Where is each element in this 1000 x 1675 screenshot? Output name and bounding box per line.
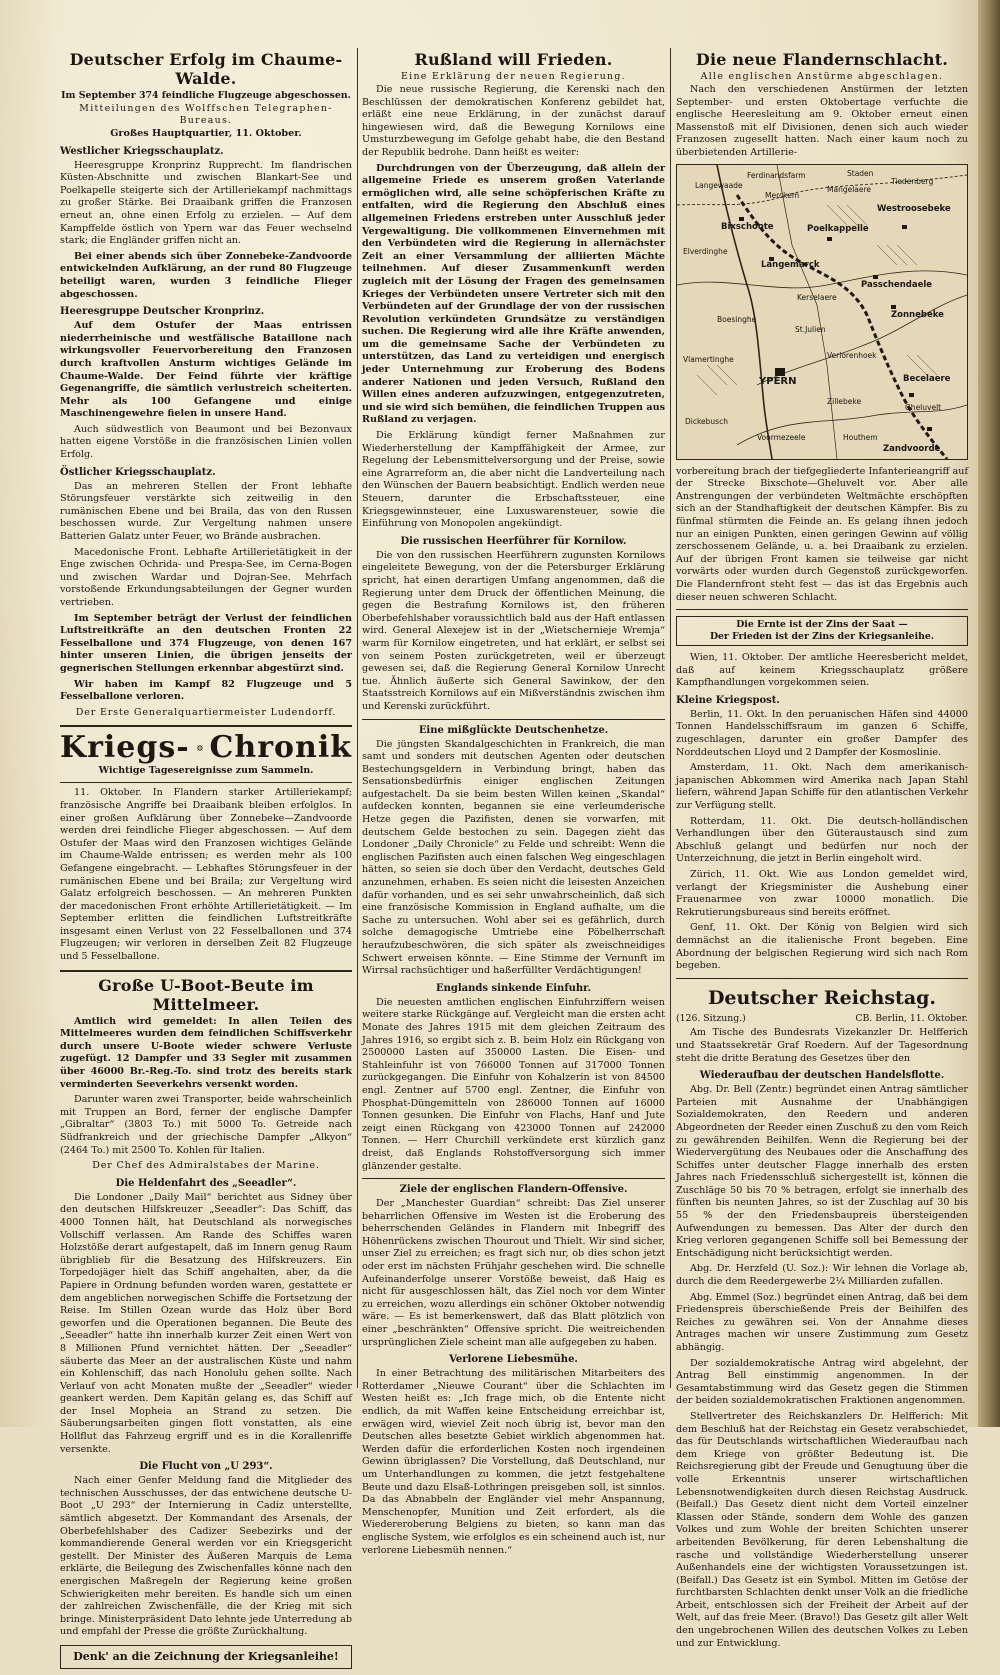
map-label: Gheluvelt xyxy=(905,402,942,412)
map-label: Tiedenberg xyxy=(891,176,934,186)
article-paragraph: Durchdrungen von der Überzeugung, daß allein der allgemeine Friede es unserem großen Vaterlande ermöglichen wird, alle seine schöpferischen Kräfte zu entfalten, wird die Regierung den Abschluß eines allgemeinen Friedens erstreben unter Ausschluß jeder Vergewaltigung. Die vollkommenen Einvernehmen mit den Verbündeten wird die Regierung in allernächster Zeit an einer Versammlung der alliierten Mächte teilnehmen. Auf dieser Zusammenkunft werden zugleich mit der Lösung der Fragen des gemeinsamen Krieges der Verbündeten unsere Vertreter sich mit den Verbündeten auf der Grundlage der von der russischen Revolution verkündeten Grundsätze zu verständigen suchen. Die Regierung wird alle ihre Kräfte anwenden, um die gemeinsame Sache der Verbündeten zu unterstützen, das Land zu verteidigen und energisch jeder Unternehmung zur Eroberung des Bodens anderer Nationen und jeden Versuch, Rußland den Willen eines anderen aufzuzwingen, entgegenzutreten, und sie wird sich bemühen, die feindlichen Truppen aus Rußland zu verjagen. xyxy=(362,162,665,426)
headline-uboot: Große U-Boot-Beute im Mittelmeer. xyxy=(98,975,314,1014)
signature: Der Chef des Admiralstabes der Marine. xyxy=(92,1160,320,1172)
article-paragraph: Der „Manchester Guardian“ schreibt: Das Ziel unserer beharrlichen Offensive im Westen ist die Eroberung des beherrschenden Geländes in Flandern mit Inbegriff des Höhenrückens zwischen Thourout und Thielt. Wir sind sicher, unser Ziel zu erreichen; es fragt sich nur, ob dies schon jetzt oder erst im nächsten Frühjahr geschehen wird. Die schnelle Aufeinanderfolge unserer Vorstöße beweist, daß Haig es nicht für ausgeschlossen hält, das Ziel noch vor dem Winter zu erreichen, wozu allerdings ein schöner Oktober notwendig wäre. — Es ist bemerkenswert, daß das Blatt plötzlich von einer „beschränkten“ Offensive spricht. Die weitreichenden ursprünglichen Ziele scheint man alle aufgegeben zu haben. xyxy=(362,1198,665,1348)
map-label: Verlorenhoek xyxy=(827,350,877,360)
column-rule xyxy=(670,48,671,1388)
column-left xyxy=(60,50,352,1675)
section-heading: Die russischen Heerführer für Kornilow. xyxy=(400,535,627,547)
article-paragraph: Die Londoner „Daily Mail“ berichtet aus Sidney über den deutschen Hilfskreuzer „Seeadler“: Das Schiff, das 4000 Tonnen hält, hat Deutschland als norwegisches Vollschiff verlassen. Am Rande des Schiffes waren Holzstöße derart aufgestapelt, daß im Innern genug Raum übrigblieb für die Besatzung des Hilfskreuzers. Ein Torpedojäger hielt das Schiff angehalten, aber, da die Papiere in Ordnung befunden worden waren, gestattete er dem angeblichen norwegischen Schiffe die Fortsetzung der Reise. Im Stillen Ozean wurde das Holz über Bord geworfen und die Operationen begannen. Die Beute des „Seeadler“ hatte ihn innerhalb kurzer Zeit einen Wert von 8 Millionen Pfund vernichtet hätten. Der „Seeadler“ säuberte das Meer an der australischen Küste und nahm ein Kohlenschiff, das nach Honolulu gehen sollte. Nach Verlauf von acht Monaten mußte der „Seeadler“ wieder geankert werden. Dem Kapitän gelang es, das Schiff auf der Insel Mopheia an Strand zu setzen. Die Säuberungsarbeiten gingen flott vonstatten, als eine Hollflut das Fahrzeug ergriff und es in die Korallenriffe versenkte. xyxy=(60,1191,352,1455)
map-label: Zonnebeke xyxy=(891,309,944,320)
map-label: Merckem xyxy=(765,190,800,200)
section-heading: Kleine Kriegspost. xyxy=(676,694,780,706)
map-label: Mangelaere xyxy=(827,184,872,194)
map-label: Voormezeele xyxy=(757,432,806,442)
article-paragraph: Amtlich wird gemeldet: In allen Teilen des Mittelmeeres wurden dem feindlichen Schiffsverkehr durch unsere U-Boote wieder schwere Verluste zugefügt. 12 Dampfer und 33 Segler mit zusammen über 46000 Br.-Reg.-To. sind trotz des bereits stark verminderten Seeverkehrs versenkt worden. xyxy=(60,1015,352,1090)
article-paragraph: Die neue russische Regierung, die Kerenski nach den Beschlüssen der demokratischen Konferenz gebildet hat, erläßt eine neue Erklärung, in der zunächst darauf hingewiesen wird, daß die Bewegung Kornilows eine Umsturzbewegung im Gefolge gehabt habe, die den Bestand der Republik bedrohe. Dann heißt es weiter: xyxy=(362,84,665,158)
map-label: Zillebeke xyxy=(827,396,862,406)
chronik-text: 11. Oktober. In Flandern starker Artilleriekampf; französische Angriffe bei Draaibank bleiben erfolglos. In einer großen Aufklärung über Zonnebeke—Zandvoorde werden drei feindliche Flieger abgeschossen. — Auf dem Ostufer der Maas wird den Franzosen wichtiges Gelände im Chaume-Walde entrissen; es werden mehr als 100 Gefangene eingebracht. — Lebhaftes Störungsfeuer in der rumänischen Ebene und bei Braila; zur Vergeltung wird Galatz erfolgreich beschossen. — An mehreren Punkten der macedonischen Front erhöhte Artillerietätigkeit. — Im September erlitten die feindlichen Luftstreitkräfte insgesamt einen Verlust von 22 Fesselballonen und 374 Flugzeugen; wir verloren in derselben Zeit 82 Flugzeuge und 5 Fesselballone. xyxy=(60,787,352,963)
article-paragraph: Macedonische Front. Lebhafte Artillerietätigkeit in der Enge zwischen Ochrida- und Prespa-See, im Cerna-Bogen und zwischen Wardar und Dojran-See. Mehrfach vorstoßende Erkundungsabteilungen der Gegner wurden vertrieben. xyxy=(60,546,352,608)
article-paragraph: Die neuesten amtlichen englischen Einfuhrziffern weisen weitere starke Rückgänge auf. Vergleicht man die ersten acht Monate des Jahres 1915 mit dem gleichen Zeitraum des Jahres 1916, so ergibt sich z. B. beim Holz ein Rückgang von 2500000 Lasten auf 350000 Lasten. Die Eisen- und Stahleinfuhr ist von 766000 Tonnen auf 317000 Tonnen zurückgegangen. Die Einfuhr von Kohalzerin ist von 84500 engl. Zentner auf 5700 engl. Zentner, die Einfuhr von Phosphat-Düngemitteln von 286000 Tonnen auf 16000 Tonnen gesunken. Die Einfuhr von Flachs, Hanf und Jute zeigt einen Rückgang von 423000 Tonnen auf 242000 Tonnen. — Herr Churchill verkündete erst kürzlich ganz dreist, daß Englands Rohstoffversorgung sich immer glänzender gestalte. xyxy=(362,996,665,1172)
section-heading: Wiederaufbau der deutschen Handelsflotte. xyxy=(699,1070,945,1082)
map-label: Becelaere xyxy=(903,373,951,384)
map-label: Poelkappelle xyxy=(807,223,869,234)
map-label: Dickebusch xyxy=(685,416,728,426)
article-paragraph: Berlin, 11. Okt. In den peruanischen Häfen sind 44000 Tonnen Handelsschiffsraum im ganzen 6 Schiffe, zugeschlagen, darunter ein großer Dampfer des Norddeutschen Lloyd und 2 Dampfer der Kosmoslinie. xyxy=(676,708,968,758)
map-label: Houthem xyxy=(843,432,878,442)
article-paragraph: vorbereitung brach der tiefgegliederte Infanterieangriff auf der Strecke Bixschote—Gheluvelt vor. Aber alle Anstrengungen der verbündeten Weltmächte erschöpften sich an der Standhaftigkeit der deutschen Kämpfer. Bis zu fünfmal stürmten die Feinde an. Es gelang ihnen jedoch nur an einigen Punkten, einen geringen Gewinn auf völlig zerschossenem Gelände, u. a. bei Draaibank zu erzielen. Auf der übrigen Front kamen sie teilweise gar nicht vorwärts oder wurden durch Gegenstoß zurückgeworfen. Die Flandernfront steht fest — das ist das Ergebnis auch dieser neuen schweren Schlacht. xyxy=(676,465,968,603)
chronik-title-left: Kriegs- xyxy=(60,730,190,766)
box-line: Die Ernte ist der Zins der Saat — xyxy=(736,619,908,631)
article-paragraph: Rotterdam, 11. Okt. Die deutsch-holländischen Verhandlungen über den Güteraustausch sind zum Abschluß gelangt und bedürfen nur noch der Unterzeichnung, die jetzt in Berlin eingeholt wird. xyxy=(676,815,968,865)
article-paragraph: Abg. Dr. Herzfeld (U. Soz.): Wir lehnen die Vorlage ab, durch die dem Reedergewerbe 2¼ Milliarden zufallen. xyxy=(676,1263,968,1288)
map-label: Kerselaere xyxy=(797,292,837,302)
article-paragraph: Am Tische des Bundesrats Vizekanzler Dr. Helfferich und Staatssekretär Graf Roedern. Auf der Tagesordnung steht die dritte Beratung des Gesetzes über den xyxy=(676,1027,968,1064)
map-label: Boesinghe xyxy=(717,314,757,324)
map-label: Staden xyxy=(847,168,874,178)
article-paragraph: Abg. Dr. Bell (Zentr.) begründet einen Antrag sämtlicher Parteien mit Ausnahme der Unabhängigen Sozialdemokraten, den Reedern und anderen Abgeordneten der Reeder einen Zuschuß zu den vom Reich zu gewährenden Beihilfen. Wenn die Regierung bei der Wiedervergütung des Neubaues oder die Anschaffung des Schiffes unter deutscher Flagge innerhalb des ersten Jahres nach Friedensschluß sichergestellt ist, können die Zuschläge 50 bis 70 % betragen, erfolgt sie innerhalb des fünften bis neunten Jahres, so ist der Zuschlag auf 30 bis 55 % der den Friedensbaupreis übersteigenden Aufwendungen zu bemessen. Das Alter der durch den Krieg verloren gegangenen Schiffe soll bei Bemessung der Entschädigung nicht berücksichtigt werden. xyxy=(676,1084,968,1259)
article-paragraph: Amsterdam, 11. Okt. Nach dem amerikanisch-japanischen Abkommen wird Amerika nach Japan Stahl liefern, während Japan Schiffe für den atlantischen Verkehr zur Verfügung stellt. xyxy=(676,762,968,812)
map-label: Zandvoorde xyxy=(883,443,941,454)
article-paragraph: Bei einer abends sich über Zonnebeke-Zandvoorde entwickelnden Aufklärung, an der rund 80 Flugzeuge beteiligt waren, wurden 3 feindliche Flieger abgeschossen. xyxy=(60,250,352,300)
map-label: Langemarck xyxy=(761,259,820,270)
article-paragraph: Nach den verschiedenen Anstürmen der letzten September- und ersten Oktobertage verfuchte die englische Heeresleitung am 9. Oktober erneut einen Massenstoß mit elf Divisionen, denen sich auch wieder Franzosen zugesellt hatten. Nach einer kaum noch zu überbietenden Artillerie- xyxy=(676,84,968,158)
article-paragraph: Genf, 11. Okt. Der König von Belgien wird sich demnächst an die italienische Front begeben. Eine Abordnung der belgischen Regierung wird sich nach Rom begeben. xyxy=(676,922,968,972)
section-heading: Westlicher Kriegsschauplatz. xyxy=(60,145,224,157)
sitzung-place: CB. Berlin, 11. Oktober. xyxy=(855,1012,968,1024)
section-heading: Englands sinkende Einfuhr. xyxy=(436,982,591,994)
iron-cross-icon xyxy=(196,733,204,763)
column-middle xyxy=(362,50,665,1560)
divider xyxy=(362,1178,665,1179)
chronik-subtitle: Wichtige Tagesereignisse zum Sammeln. xyxy=(98,765,314,777)
divider xyxy=(676,978,968,979)
article-paragraph: Stellvertreter des Reichskanzlers Dr. Helfferich: Mit dem Beschluß hat der Reichstag ein Gesetz verabschiedet, das für Deutschlands wirtschaftlichen Wiederaufbau nach dem Kriege von größter Bedeutung ist. Die Reichsregierung gibt der Freude und Genugtuung über die volle Erkenntnis unserer wirtschaftlichen Lebensnotwendigkeiten durch diesen Reichstag Ausdruck. (Beifall.) Das Gesetz dient nicht dem Vorteil einzelner Klassen oder Stände, sondern dem Wohle des ganzen Volkes und zum Wohle der breiten Schichten unserer arbeitenden Bevölkerung, für deren Lebenshaltung die rasche und vollständige Wiederherstellung unserer Außenhandels eine der wichtigsten Voraussetzungen ist. (Beifall.) Das Gesetz ist ein Symbol. Mitten im Getöse der furchtbarsten Schlachten denkt unser Volk an die friedliche Arbeit, entschlossen sich der Freiheit der Arbeit auf der Welt, auf das freie Meer. (Bravo!) Das Gesetz gilt aller Welt den ungebrochenen Willen des deutschen Volkes zu Leben und zur Entwicklung. xyxy=(676,1410,968,1649)
section-heading: Östlicher Kriegsschauplatz. xyxy=(60,466,216,478)
article-paragraph: Auch südwestlich von Beaumont und bei Bezonvaux hatten eigene Vorstöße in die französischen Linien vollen Erfolg. xyxy=(60,423,352,461)
article-paragraph: Die jüngsten Skandalgeschichten in Frankreich, die man samt und sonders mit deutschen Agenten oder deutschen Bestechungsgeldern in Verbindung bringt, haben das Sensationsbedürfnis einiger englischen Zeitungen aufgestachelt. Da sie beim besten Willen keinen „Skandal“ aufdecken konnten, begannen sie eine verleumderische Hetze gegen die Pazifisten, denen sie vorwarfen, mit deutschem Gelde bestochen zu sein. Dagegen zieht das Londoner „Daily Chronicle“ zu Felde und schreibt: Wenn die englischen Pazifisten auch einen falschen Weg eingeschlagen hätten, so seien sie doch über den Verdacht, deutsches Geld anzunehmen, erhaben. Es seien nicht die leisesten Anzeichen dafür vorhanden, und es sei sehr unwahrscheinlich, daß sich eine französische Kommission in England aufhalte, um die Sache zu untersuchen. Wohl aber sei es gefährlich, durch solche demagogische Umtriebe eine Pöbelherrschaft heraufzubeschwören, die sich später als zweischneidiges Schwert erweisen könnte. — Eine Stimme der Vernunft im Wirrsal rachsüchtiger und haßerfüllter Verdächtigungen! xyxy=(362,738,665,977)
map-label: Ferdinandsfarm xyxy=(747,170,806,180)
ernte-box xyxy=(676,616,968,646)
subheadline: Alle englischen Anstürme abgeschlagen. xyxy=(700,71,944,82)
map-label: Passchendaele xyxy=(861,279,933,290)
article-paragraph: Heeresgruppe Kronprinz Rupprecht. Im flandrischen Küsten-Abschnitte und zwischen Blankart-See und Poelkapelle steigerte sich der Artilleriekampf nachmittags zu großer Stärke. Bei Draaibank griffen die Franzosen erneut an, ohne einen Erfolg zu erzielen. — Auf dem Kampffelde östlich von Ypern war das Feuer wechselnd stark; die Engländer griffen nicht an. xyxy=(60,159,352,247)
page-binding-edge xyxy=(978,0,1000,1427)
flanders-battle-map xyxy=(676,164,968,460)
map-label: Westroosebeke xyxy=(877,203,951,214)
subheadline: Im September 374 feindliche Flugzeuge abgeschossen. xyxy=(61,90,351,101)
article-paragraph: Abg. Emmel (Soz.) begründet einen Antrag, daß bei dem Friedenspreis überschießende Preis der Beihilfen des Reiches zu gewähren sei. Von der Annahme dieses Antrages machen wir unsere Zustimmung zum Gesetz abhängig. xyxy=(676,1291,968,1353)
map-label: Bixschoote xyxy=(721,221,774,232)
article-paragraph: Wir haben im Kampf 82 Flugzeuge und 5 Fesselballone verloren. xyxy=(60,678,352,703)
signature: Der Erste Generalquartiermeister Ludendorff. xyxy=(75,706,337,718)
divider xyxy=(362,719,665,720)
canal-line xyxy=(717,165,772,459)
article-paragraph: Die Erklärung kündigt ferner Maßnahmen zur Wiederherstellung der Kampffähigkeit der Armee, zur Regelung der Lebensmittelversorgung und der Preise, sowie eine Agrarreform an, die aber nicht die Landverteilung nach den Wünschen der Bauern beabsichtigt. Endlich werden neue Steuern, darunter die Erbschaftssteuer, eine Kriegsgewinnsteuer, eine Luxuswarensteuer, sowie die Einführung von Monopolen angekündigt. xyxy=(362,430,665,530)
sitzung-number: (126. Sitzung.) xyxy=(676,1012,746,1024)
section-heading: Die Flucht von „U 293“. xyxy=(139,1461,273,1473)
map-label: St.Julien xyxy=(795,324,826,334)
column-right xyxy=(676,50,968,1653)
map-label: Langewaade xyxy=(695,180,743,190)
subheadline: Eine Erklärung der neuen Regierung. xyxy=(401,71,626,82)
section-heading: Ziele der englischen Flandern-Offensive. xyxy=(399,1184,628,1196)
box-line: Der Frieden ist der Zins der Kriegsanleihe. xyxy=(709,631,935,643)
article-paragraph: Der sozialdemokratische Antrag wird abgelehnt, der Antrag Bell einstimmig angenommen. In der Gesamtabstimmung wird das Gesetz gegen die Stimmen der beiden sozialdemokratischen Fraktionen angenommen. xyxy=(676,1357,968,1407)
divider xyxy=(60,782,352,783)
article-paragraph: Auf dem Ostufer der Maas entrissen niederrheinische und westfälische Bataillone nach wirkungsvoller Feuervorbereitung den Franzosen durch kraftvollen Ansturm wichtiges Gelände im Chaume-Walde. Der Feind führte vier kräftige Gegenangriffe, die sämtlich verlustreich scheiterten. Mehr als 100 Gefangene und einige Maschinengewehre fielen in unsere Hand. xyxy=(60,320,352,420)
article-paragraph: Darunter waren zwei Transporter, beide wahrscheinlich mit Truppen an Bord, ferner der englische Dampfer „Gibraltar“ (3803 To.) mit 5000 To. Getreide nach Südfrankreich und der griechische Dampfer „Alkyon“ (2464 To.) mit 2500 To. Kohlen für Italien. xyxy=(60,1094,352,1156)
article-paragraph: Im September beträgt der Verlust der feindlichen Luftstreitkräfte an den deutschen Fronten 22 Fesselballone und 374 Flugzeuge, von denen 167 hinter unseren Linien, die übrigen jenseits der gegnerischen Stellungen erkennbar abgestürzt sind. xyxy=(60,612,352,674)
section-heading: Die Heldenfahrt des „Seeadler“. xyxy=(115,1177,297,1189)
headline-chaume-walde: Deutscher Erfolg im Chaume-Walde. xyxy=(69,50,343,88)
sitzung-line xyxy=(676,1013,968,1026)
agency-line: Mitteilungen des Wolffschen Telegraphen-Bureaus. xyxy=(79,103,333,126)
map-label: Elverdinghe xyxy=(683,246,728,256)
kriegsanleihe-box: Denk' an die Zeichnung der Kriegsanleihe! xyxy=(60,1645,352,1669)
headline-russland: Rußland will Frieden. xyxy=(414,50,613,69)
column-rule xyxy=(357,48,358,1388)
section-heading: Verlorene Liebesmühe. xyxy=(449,1354,578,1366)
headline-reichstag: Deutscher Reichstag. xyxy=(707,986,937,1009)
divider xyxy=(676,609,968,610)
chronik-title-right: Chronik xyxy=(209,730,352,766)
headline-flandernschlacht: Die neue Flandernschlacht. xyxy=(695,50,949,69)
kriegs-chronik-title xyxy=(60,731,352,765)
article-paragraph: Nach einer Genfer Meldung fand die Mitglieder des technischen Ausschusses, der das entwichene deutsche U-Boot „U 293“ der Internierung in Cadiz unterstellte, sämtlich abgesetzt. Der Kommandant des Arsenals, der Oberbefehlshaber des Cadizer Seebezirks und der kommandierende General werden vor ein Kriegsgericht gestellt. Der Minister des Äußeren Marquis de Lema erklärte, die Beilegung des Zwischenfalles könne nach den energischen Maßregeln der Regierung keine großen Schwierigkeiten mehr bereiten. Es handle sich um einen der zahlreichen Zwischenfälle, die der Krieg mit sich bringe. Ministerpräsident Dato lehnte jede Unterredung ab und empfahl der Presse die größte Zurückhaltung. xyxy=(60,1475,352,1638)
article-paragraph: Das an mehreren Stellen der Front lebhafte Störungsfeuer verstärkte sich zeitweilig in den rumänischen Ebene und bei Braila, das von den Russen beschossen wurde. Zur Vergeltung nahmen unsere Batterien Galatz unter Feuer, wo Brände ausbrachen. xyxy=(60,480,352,543)
divider xyxy=(60,725,352,727)
article-paragraph: Wien, 11. Oktober. Der amtliche Heeresbericht meldet, daß auf keinem Kriegsschauplatz größere Kampfhandlungen vorgekommen seien. xyxy=(676,652,968,689)
divider xyxy=(60,970,352,972)
section-heading: Eine mißglückte Deutschenhetze. xyxy=(418,724,609,736)
article-paragraph: In einer Betrachtung des militärischen Mitarbeiters des Rotterdamer „Nieuwe Courant“ über die Schlachten im Westen heißt es: „Ich frage mich, ob die Entente nicht endlich, da mit Waffen keine Entscheidung erreichbar ist, erwägen wird, wieviel Zeit noch übrig ist, bevor man den Deutschen alles besetzte Gebiet wirklich abgenommen hat. Werden dafür die erforderlichen Kosten noch irgendeinen Gewinn übriglassen? Die Vorstellung, daß Deutschland, nur um Unterhandlungen zu kommen, die jetzt festgehaltene Beute und dazu Elsaß-Lothringen preisgeben soll, ist sinnlos. Da das Abnabbeln der Engländer viel mehr Anspannung, Menschenopfer, Munition und Zeit erfordert, als die Wiedereroberung Belgiens zu bieten, so kann man das englische System, wie erfolglos es ein scheinend auch ist, nur verlorene Liebesmüh nennen.“ xyxy=(362,1368,665,1556)
railway-line xyxy=(777,165,837,459)
section-heading: Heeresgruppe Deutscher Kronprinz. xyxy=(60,306,265,318)
dateline: Großes Hauptquartier, 11. Oktober. xyxy=(110,128,302,139)
map-label: Vlamertinghe xyxy=(683,354,734,364)
article-paragraph: Die von den russischen Heerführern zugunsten Kornilows eingeleitete Bewegung, von der die Petersburger Erklärung spricht, hat einen derartigen Umfang angenommen, daß die Regierung unter dem Druck der öffentlichen Meinung, die gegen die Bestrafung Kornilows ist, den früheren Oberbefehlshaber voraussichtlich bald aus der Haft entlassen wird. General Alexejew ist in der „Wietschernieje Wremja“ warm für Kornilow eingetreten, und hat erklärt, er selbst sei von seinem Posten zurückgetreten, weil er überzeugt gewesen sei, daß die Regierung General Kornilow Unrecht tue. Ähnlich äußerte sich General Sawinkow, der den Staatsstreich Kornilows auf ein Mißverständnis zwischen ihm und Kerenski zurückführt. xyxy=(362,549,665,712)
article-paragraph: Zürich, 11. Okt. Wie aus London gemeldet wird, verlangt der Kriegsminister die Aushebung einer Frauenarmee von zwar 10000 monatlich. Die Rekrutierungsbureaus sind bereits eröffnet. xyxy=(676,869,968,918)
map-label-ypern: YPERN xyxy=(759,375,797,387)
